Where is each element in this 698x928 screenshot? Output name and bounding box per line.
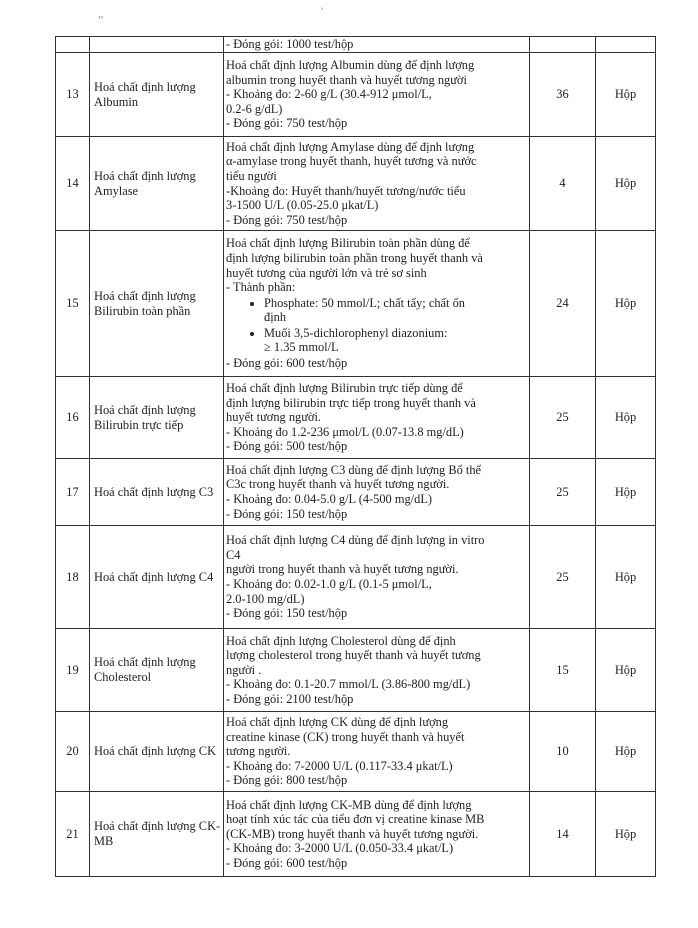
unit-cell: Hộp	[596, 137, 656, 231]
unit-cell: Hộp	[596, 712, 656, 792]
item-description-cell	[224, 526, 530, 629]
quantity-cell: 24	[530, 231, 596, 377]
quantity-cell: 25	[530, 377, 596, 459]
component-item	[264, 326, 529, 355]
description-line: 2.0-100 mg/dL)	[226, 591, 305, 606]
description-line: - Đóng gói: 600 test/hộp	[226, 855, 348, 870]
item-name-cell: Hoá chất định lượng Bilirubin trực tiếp	[90, 377, 224, 459]
description-line: -Khoảng đo: Huyết thanh/huyết tương/nước tiểu	[226, 183, 466, 198]
component-line: định	[264, 310, 287, 325]
description-line: Hoá chất định lượng C3 dùng để định lượng Bổ thể	[226, 462, 482, 477]
component-line: • Muối 3,5-dichlorophenyl diazonium:	[264, 325, 448, 340]
description-line: Hoá chất định lượng Cholesterol dùng để định	[226, 633, 456, 648]
description-line: 0.2-6 g/dL)	[226, 101, 283, 116]
description-line: - Khoảng đo: 3-2000 U/L (0.050-33.4 μkat/L)	[226, 841, 454, 856]
description-line: - Đóng gói: 600 test/hộp	[226, 356, 348, 371]
component-line: • Phosphate: 50 mmol/L; chất tẩy; chất ổn	[264, 295, 465, 310]
description-line: albumin trong huyết thanh và huyết tương người	[226, 72, 467, 87]
quantity-cell: 25	[530, 459, 596, 526]
description-line: người .	[226, 662, 262, 677]
component-item	[264, 296, 529, 325]
description-line: huyết tương của người lớn và trẻ sơ sinh	[226, 265, 427, 280]
description-line: - Đóng gói: 500 test/hộp	[226, 439, 348, 454]
description-line: định lượng bilirubin toàn phần trong huyết thanh và	[226, 250, 483, 265]
description-line: tương người.	[226, 744, 291, 759]
description-line: 3-1500 U/L (0.05-25.0 μkat/L)	[226, 198, 379, 213]
item-description-cell	[224, 377, 530, 459]
item-name-cell: Hoá chất định lượng Amylase	[90, 137, 224, 231]
item-description-cell	[224, 137, 530, 231]
unit-cell: Hộp	[596, 459, 656, 526]
unit-cell: Hộp	[596, 526, 656, 629]
row-number-cell: 20	[56, 712, 90, 792]
description-line: hoạt tính xúc tác của tiểu đơn vị creatine kinase MB	[226, 812, 485, 827]
table-row	[56, 231, 656, 377]
row-number-cell: 19	[56, 629, 90, 712]
row-number-cell: 18	[56, 526, 90, 629]
description-line: - Đóng gói: 2100 test/hộp	[226, 691, 354, 706]
scan-mark: „	[98, 6, 104, 20]
quantity-cell: 14	[530, 792, 596, 877]
reagent-table-body	[56, 37, 656, 877]
description-line: - Đóng gói: 750 test/hộp	[226, 212, 348, 227]
description-line: Hoá chất định lượng CK dùng để định lượng	[226, 715, 449, 730]
unit-cell: Hộp	[596, 231, 656, 377]
item-name-cell: Hoá chất định lượng C3	[90, 459, 224, 526]
table-row	[56, 459, 656, 526]
description-line: - Đóng gói: 1000 test/hộp	[226, 37, 354, 52]
description-line: Hoá chất định lượng Amylase dùng để định lượng	[226, 139, 475, 154]
description-line: huyết tương người.	[226, 410, 322, 425]
item-name-cell: Hoá chất định lượng CK-MB	[90, 792, 224, 877]
description-line: Hoá chất định lượng Bilirubin toàn phần dùng để	[226, 236, 470, 251]
item-description-cell	[224, 231, 530, 377]
scan-mark: ’	[320, 4, 324, 18]
item-description-cell	[224, 792, 530, 877]
item-description-cell	[224, 53, 530, 137]
row-number-cell: 17	[56, 459, 90, 526]
unit-cell	[596, 37, 656, 53]
description-line: tiểu người	[226, 168, 277, 183]
item-name-cell: Hoá chất định lượng Albumin	[90, 53, 224, 137]
reagent-table	[55, 36, 656, 877]
table-row	[56, 137, 656, 231]
row-number-cell: 14	[56, 137, 90, 231]
item-name-cell: Hoá chất định lượng Bilirubin toàn phần	[90, 231, 224, 377]
components-list	[226, 296, 529, 355]
description-line: creatine kinase (CK) trong huyết thanh và huyết	[226, 729, 465, 744]
table-row	[56, 792, 656, 877]
description-line: C3c trong huyết thanh và huyết tương người.	[226, 477, 450, 492]
quantity-cell: 10	[530, 712, 596, 792]
quantity-cell: 25	[530, 526, 596, 629]
row-number-cell: 16	[56, 377, 90, 459]
description-line: - Khoảng đo: 0.04-5.0 g/L (4-500 mg/dL)	[226, 492, 433, 506]
description-line: - Khoảng đo: 0.1-20.7 mmol/L (3.86-800 mg/dL)	[226, 677, 471, 692]
row-number-cell: 15	[56, 231, 90, 377]
item-description-cell	[224, 629, 530, 712]
description-line: - Đóng gói: 800 test/hộp	[226, 773, 348, 788]
row-number-cell: 21	[56, 792, 90, 877]
item-description-cell	[224, 459, 530, 526]
table-row	[56, 377, 656, 459]
item-name-cell: Hoá chất định lượng Cholesterol	[90, 629, 224, 712]
quantity-cell: 4	[530, 137, 596, 231]
quantity-cell: 36	[530, 53, 596, 137]
description-line: - Khoảng đo: 0.02-1.0 g/L (0.1-5 μmol/L,	[226, 577, 432, 591]
unit-cell: Hộp	[596, 792, 656, 877]
description-line: Hoá chất định lượng C4 dùng để định lượng in vitro	[226, 533, 485, 548]
item-name-cell: Hoá chất định lượng C4	[90, 526, 224, 629]
description-line: lượng cholesterol trong huyết thanh và huyết tương	[226, 648, 481, 663]
description-line: - Đóng gói: 150 test/hộp	[226, 606, 348, 621]
table-row	[56, 526, 656, 629]
item-name-cell	[90, 37, 224, 53]
quantity-cell	[530, 37, 596, 53]
description-line: - Đóng gói: 750 test/hộp	[226, 116, 348, 131]
description-line: người trong huyết thanh và huyết tương người.	[226, 562, 459, 577]
unit-cell: Hộp	[596, 377, 656, 459]
table-row	[56, 629, 656, 712]
description-line: - Đóng gói: 150 test/hộp	[226, 506, 348, 521]
description-line: - Khoảng đo: 7-2000 U/L (0.117-33.4 μkat/L)	[226, 758, 453, 773]
table-row	[56, 712, 656, 792]
description-line: C4	[226, 547, 241, 562]
description-line: Hoá chất định lượng CK-MB dùng để định lượng	[226, 797, 472, 812]
description-line: Hoá chất định lượng Bilirubin trực tiếp dùng để	[226, 381, 463, 396]
item-name-cell: Hoá chất định lượng CK	[90, 712, 224, 792]
description-line: (CK-MB) trong huyết thanh và huyết tương người.	[226, 826, 479, 841]
quantity-cell: 15	[530, 629, 596, 712]
table-row	[56, 37, 656, 53]
component-line: ≥ 1.35 mmol/L	[264, 340, 339, 355]
description-line: định lượng bilirubin trực tiếp trong huyết thanh và	[226, 395, 476, 410]
description-line: - Thành phần:	[226, 280, 296, 295]
unit-cell: Hộp	[596, 53, 656, 137]
row-number-cell	[56, 37, 90, 53]
unit-cell: Hộp	[596, 629, 656, 712]
item-description-cell	[224, 37, 530, 53]
description-line: - Khoảng đo 1.2-236 μmol/L (0.07-13.8 mg/dL)	[226, 424, 464, 439]
description-line: - Khoảng đo: 2-60 g/L (30.4-912 μmol/L,	[226, 87, 432, 102]
table-row	[56, 53, 656, 137]
row-number-cell: 13	[56, 53, 90, 137]
description-line: α-amylase trong huyết thanh, huyết tương và nước	[226, 154, 477, 169]
item-description-cell	[224, 712, 530, 792]
description-line: Hoá chất định lượng Albumin dùng để định lượng	[226, 58, 475, 73]
